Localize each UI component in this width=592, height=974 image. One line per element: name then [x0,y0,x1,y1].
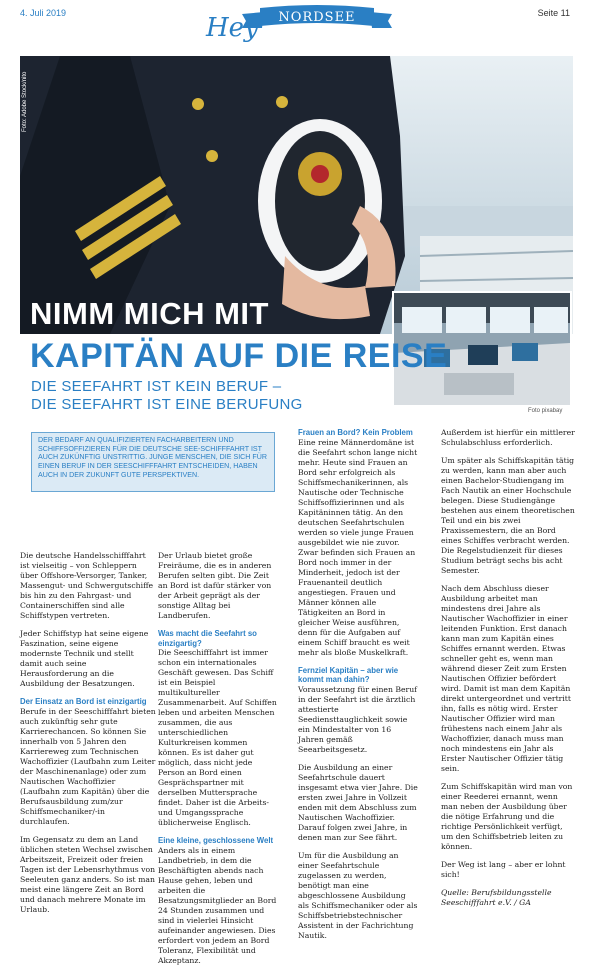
issue-date: 4. Juli 2019 [20,8,67,18]
article-column-3 [298,428,418,949]
logo-banner: NORDSEE [278,10,356,25]
headline-line1: NIMM MICH MIT [30,296,269,331]
article-column-2 [158,551,278,974]
photo-credit: Foto: Adobe Stock/nito [22,71,28,132]
subheadline-line2: DIE SEEFAHRT IST EINE BERUFUNG [31,396,303,413]
paragraph: Die Ausbildung an einer Seefahrtschule dauert insgesamt etwa vier Jahre. Die ersten zwei Jahre in Vollzeit enden mit dem Abschluss zum Nautischen Wachoffizier. Darauf folgen zwei Jahre, in denen man zur See fährt. [298,762,418,842]
paragraph: Um später als Schiffskapitän tätig zu werden, kann man aber auch einen Bachelor-Studiengang im Fach Nautik an einer Hochschule belegen. Diese Studiengänge bestehen aus einem theoretischen Teil und ein bis zwei Praxissemestern, die an Bord eines Schiffes verbracht werden. Die Regelstudienzeit für dieses Studium beträgt sechs bis acht Semester. [441,456,575,575]
paragraph: Nach dem Abschluss dieser Ausbildung arbeitet man mindestens drei Jahre als Nautischer Wachoffizier in einer leitenden Funktion. Erst danach kann man zum Kapitän eines Schiffes ernannt werden. Etwas schneller geht es, wenn man während dieser Zeit zum Ersten Nautischen Offizier befördert wird. Damit ist man dem Kapitän direkt untergeordnet und vertritt ihn, falls es nötig wird. Erster Nautischer Offizier wird man frühestens nach einem Jahr als Wachoffizier, danach muss man noch mindestens ein Jahr als Erster Nautischer Offizier tätig sein. [441,584,571,773]
section-heading: Der Einsatz an Bord ist einzigartig [20,697,147,706]
paragraph: Die deutsche Handelsschifffahrt ist vielseitig – von Schleppern über Offshore-Versorger, Tanker, Massengut- und Schwergutschiffe bis hin zu den Fahrgast- und Containerschiffen sind alle Schiffstypen vertreten. [20,551,154,620]
paragraph: Berufe in der Seeschifffahrt bieten auch zukünftig sehr gute Karrierechancen. So können Sie innerhalb von 5 Jahren den Karriereweg zum Technischen Wachoffizier (Laufbahn zum Leiter der Maschinenanlage) oder zum Nautischen Wachoffizier (Laufbahn zum Kapitän) über die Berufsausbildung zum/zur Schiffsmechaniker/-in durchlaufen. [20,706,156,826]
article-column-1 [20,551,156,923]
article-column-4 [441,428,575,916]
paragraph: Der Urlaub bietet große Freiräume, die es in anderen Berufen selten gibt. Die Zeit an Bord ist dafür stärker von der Arbeit geprägt als der sonstige Alltag bei Landberufen. [158,551,272,620]
logo-script: Hey [206,13,259,43]
paragraph: Die Seeschifffahrt ist immer schon ein internationales Geschäft gewesen. Das Schiff ist ein Beispiel multikultureller Zusammenarbeit. Auf Schiffen leben und arbeiten Menschen zusammen, die aus unterschiedlichen Kulturkreisen kommen können. Es ist daher gut möglich, dass nicht jede Person an Bord einen Gesprächspartner mit derselben Muttersprache findet. Daher ist die Arbeits- und Umgangssprache üblicherweise Englisch. [158,648,277,827]
section-heading: Frauen an Bord? Kein Problem [298,428,413,437]
paragraph: Anders als in einem Landbetrieb, in dem die Beschäftigten abends nach Hause gehen, leben und arbeiten die Besatzungsmitglieder an Bord 24 Stunden zusammen und sind in vielerlei Hinsicht aufeinander angewiesen. Dies erfordert von jedem an Bord Toleranz, Flexibilität und Akzeptanz. [158,845,277,965]
hey-nordsee-logo [202,2,398,48]
subheadline-line1: DIE SEEFAHRT IST KEIN BERUF – [31,378,282,395]
paragraph: Um für die Ausbildung an einer Seefahrtschule zugelassen zu werden, benötigt man eine abgeschlossene Ausbildung als Schiffsmechaniker oder als Schiffsbetriebstechnischer Assistent in der Fachrichtung Nautik. [298,850,418,940]
page-number: Seite 11 [537,8,570,18]
headline-line2: KAPITÄN AUF DIE REISE [30,337,448,375]
paragraph: Jeder Schiffstyp hat seine eigene Faszination, seine eigene modernste Technik und stellt damit auch seine Herausforderung an die Ausbildung der Besatzungen. [20,629,149,688]
lead-box: DER BEDARF AN QUALIFIZIERTEN FACHARBEITERN UND SCHIFFSOFFIZIEREN FÜR DIE DEUTSCHE SEE-SCHIFFFAHRT IST AUCH ZUKÜNFTIG UNSTRITTIG. JUNGE MENSCHEN, DIE SICH FÜR EINEN BERUF IN DER SEESCHIFFFAHRT ENTSCHEIDEN, HABEN AUCH IN DER ZUKUNFT GUTE PERSPEKTIVEN. [31,432,275,492]
inset-photo-credit: Foto pixabay [528,408,563,414]
paragraph: Zum Schiffskapitän wird man von einer Reederei ernannt, wenn man neben der Ausbildung über die nötige Erfahrung und die richtige Persönlichkeit verfügt, um den Schiffsbetrieb leiten zu können. [441,782,573,851]
paragraph: Voraussetzung für einen Beruf in der Seefahrt ist die ärztlich attestierte Seediensttauglichkeit sowie ein Mindestalter von 16 Jahren gemäß Seearbeitsgesetz. [298,684,418,754]
paragraph: Der Weg ist lang – aber er lohnt sich! [441,860,566,879]
section-heading: Eine kleine, geschlossene Welt [158,836,274,845]
section-heading: Was macht die Seefahrt so einzigartig? [158,629,257,648]
section-heading: Fernziel Kapitän – aber wie kommt man dahin? [298,665,399,684]
paragraph: Im Gegensatz zu dem an Land üblichen steten Wechsel zwischen Arbeitszeit, Freizeit oder freien Tagen ist der Lebensrhythmus von Seeleuten ganz anders. So ist man meist eine längere Zeit an Bord und danach mehrere Monate im Urlaub. [20,834,156,914]
paragraph: Eine reine Männerdomäne ist die Seefahrt schon lange nicht mehr. Heute sind Frauen an Bord sehr erfolgreich als Schiffsmechanikerinnen, als Nautische oder Technische Schiffsoffizierinnen und als Kapitäninnen tätig. An den deutschen Seefahrtschulen werden so viele junge Frauen ausgebildet wie nie zuvor. Zwar befinden sich Frauen an Bord noch immer in der Minderheit, jedoch ist der Frauenanteil deutlich angestiegen. Frauen und Männer können alle Tätigkeiten an Bord in gleicher Weise ausführen, denn für die Aufgaben auf einem Schiff braucht es weit mehr als bloße Muskelkraft. [298,437,418,657]
paragraph: Außerdem ist hierfür ein mittlerer Schulabschluss erforderlich. [441,428,575,447]
source-note: Quelle: Berufsbildungsstelle Seeschifffahrt e.V. / GA [441,888,552,907]
